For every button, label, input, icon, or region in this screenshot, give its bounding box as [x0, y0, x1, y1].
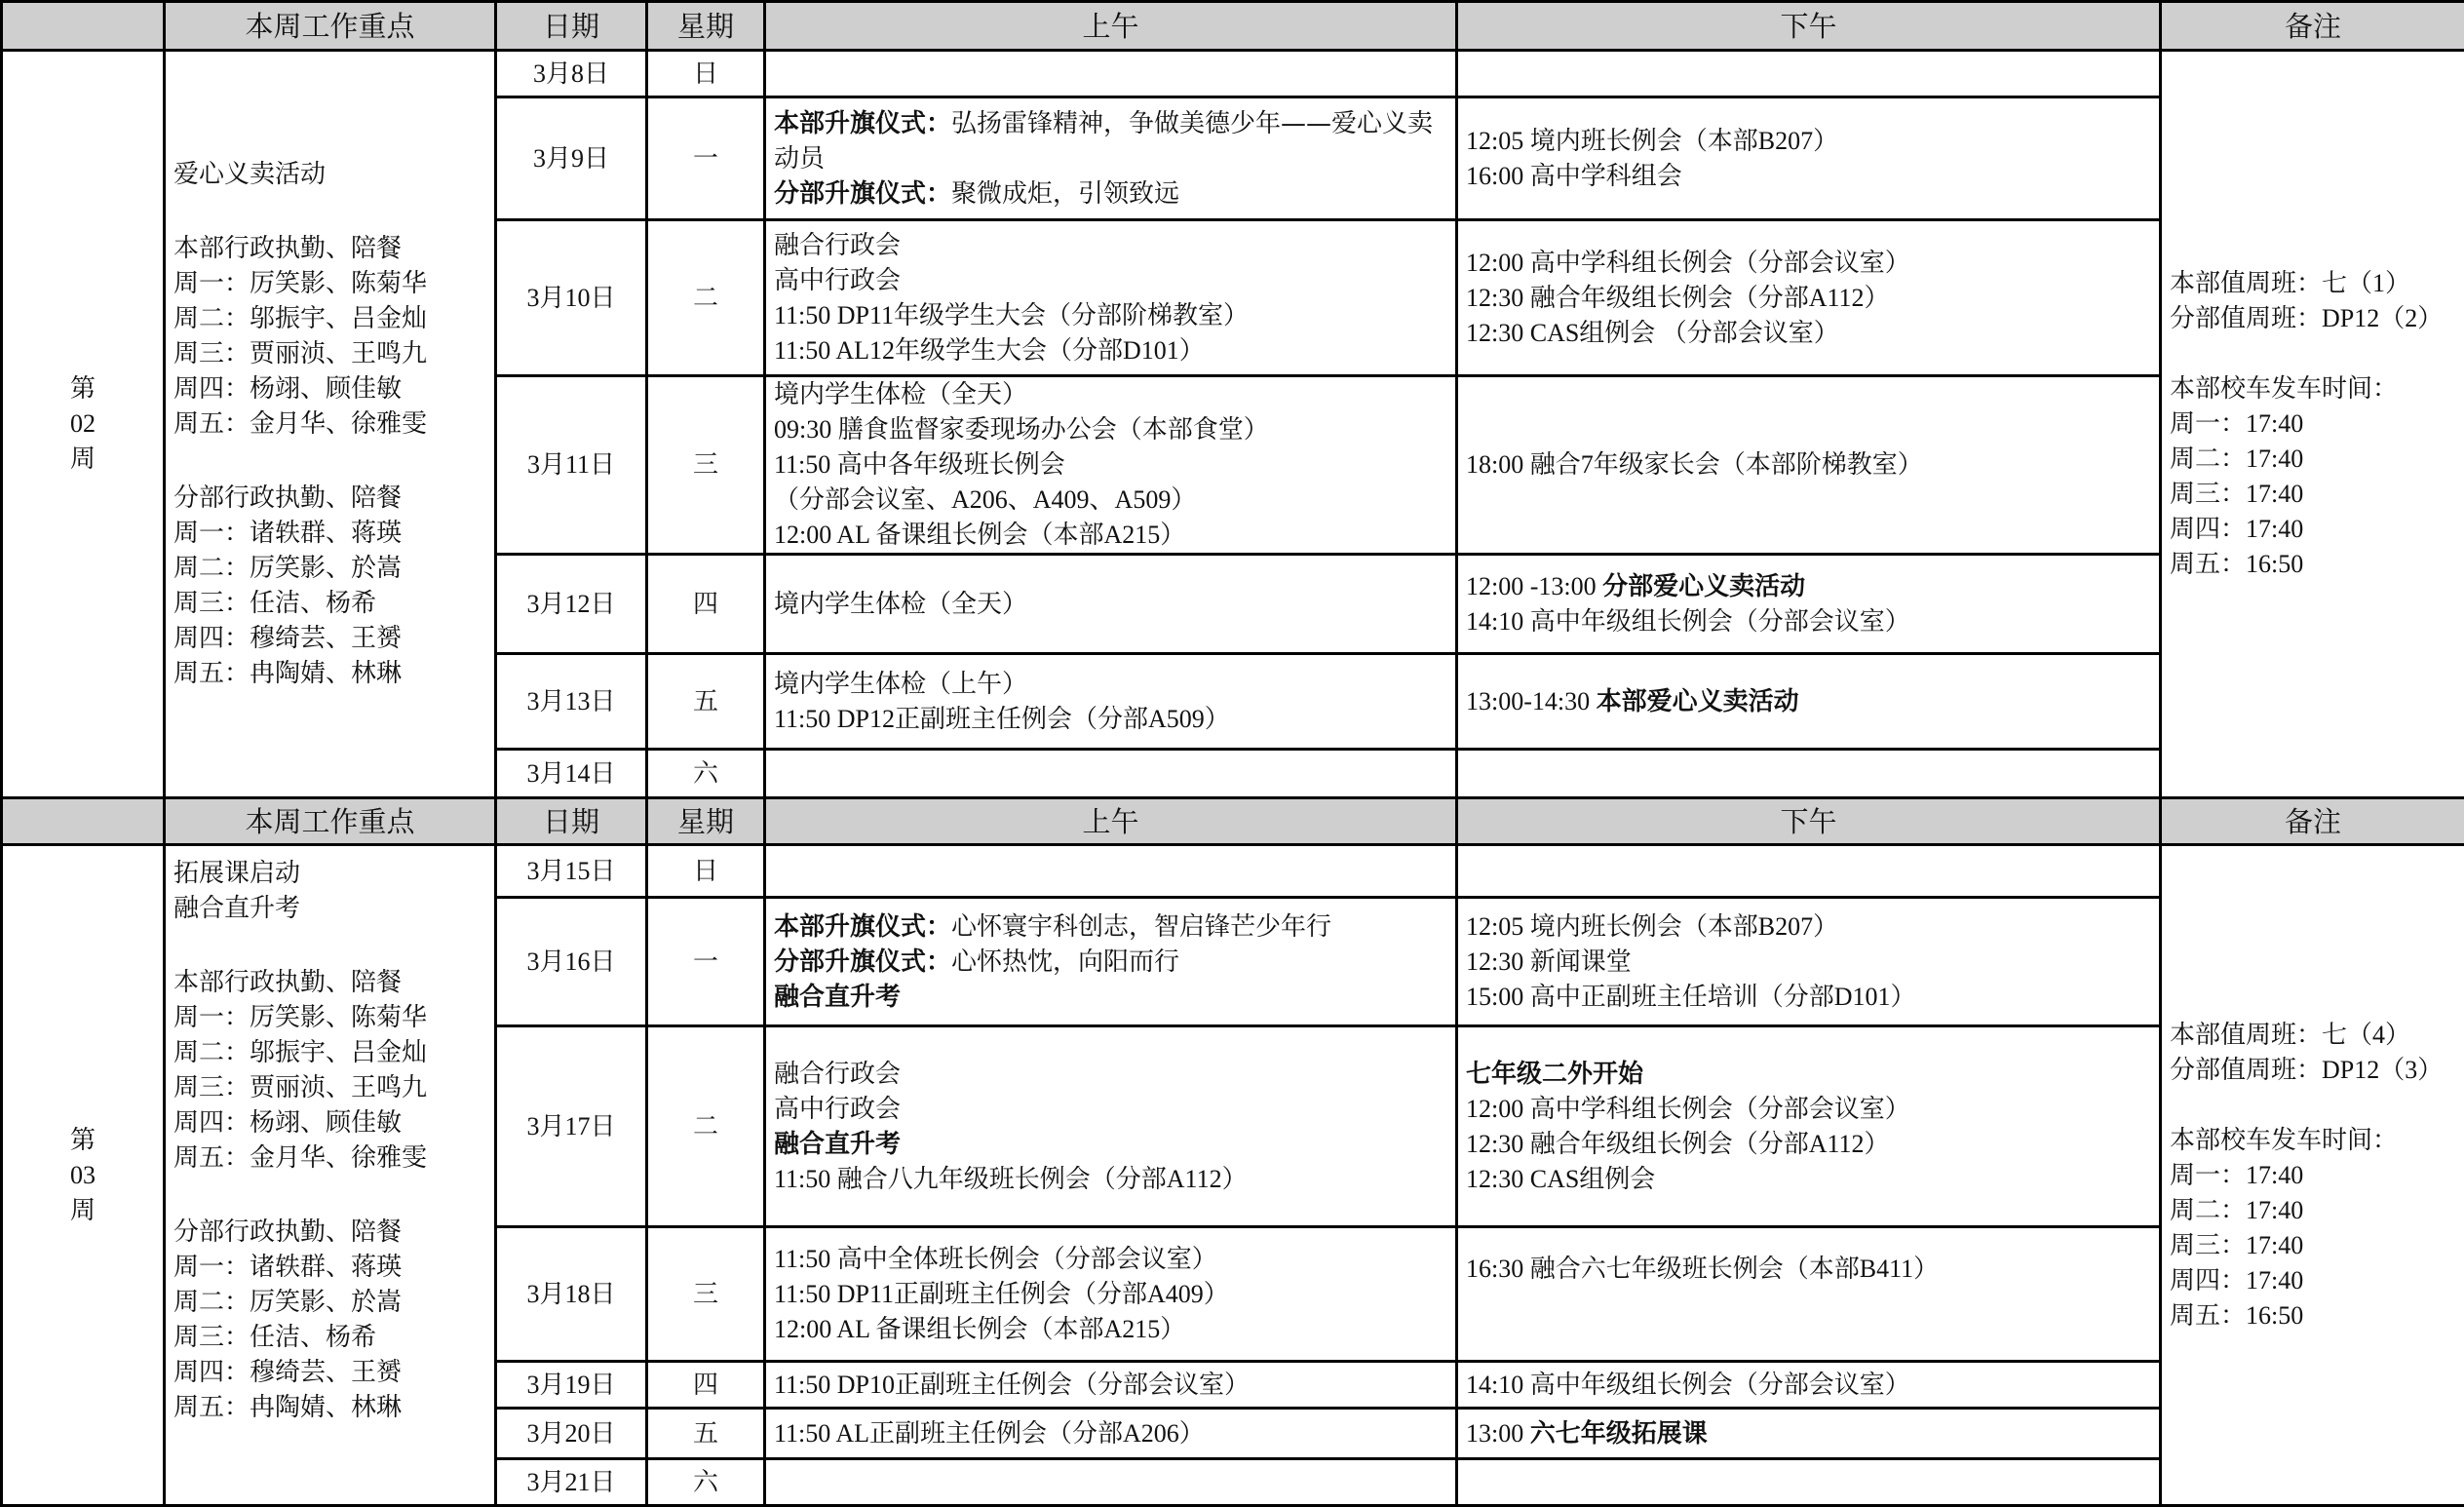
- week-notes: [2161, 845, 2464, 1506]
- dow-cell: 三: [647, 1227, 765, 1362]
- duty-item: 周一：诸轶群、蒋瑛: [173, 1250, 494, 1285]
- bus-time: 周一：17:40: [2170, 406, 2464, 442]
- pm-cell: [1457, 1459, 2161, 1506]
- am-cell: [765, 220, 1457, 376]
- bus-time: 周三：17:40: [2170, 477, 2464, 512]
- event-line: 本部升旗仪式：心怀寰宇科创志，智启锋芒少年行: [774, 909, 1447, 945]
- event-line: 13:00-14:30 本部爱心义卖活动: [1466, 684, 2151, 719]
- dow-cell: 二: [647, 1026, 765, 1227]
- header-dow: 星期: [647, 2, 765, 51]
- event-line: 分部升旗仪式：心怀热忱，向阳而行: [774, 945, 1447, 980]
- table-row: [2, 845, 2464, 898]
- header-am: 上午: [765, 798, 1457, 845]
- pm-cell: [1457, 750, 2161, 798]
- duty-item: 周三：贾丽浈、王鸣九: [173, 1070, 494, 1105]
- event-line: 12:30 融合年级组长例会（分部A112）: [1466, 1127, 2151, 1162]
- event-line: 11:50 融合八九年级班长例会（分部A112）: [774, 1162, 1447, 1197]
- pm-cell: [1457, 220, 2161, 376]
- event-line: 高中行政会: [774, 263, 1447, 298]
- event-line: 14:10 高中年级组长例会（分部会议室）: [1466, 1368, 2151, 1403]
- event-line: 分部升旗仪式：聚微成炬，引领致远: [774, 176, 1447, 212]
- duty-item: 周四：穆绮芸、王赟: [173, 621, 494, 656]
- pm-cell: [1457, 51, 2161, 97]
- event-line: 境内学生体检（全天）: [774, 587, 1447, 622]
- date-cell: 3月10日: [496, 220, 647, 376]
- event-line: 境内学生体检（全天）: [774, 377, 1447, 412]
- duty-item: 周三：任洁、杨希: [173, 586, 494, 621]
- duty-item: 周三：贾丽浈、王鸣九: [173, 336, 494, 371]
- event-line: 16:30 融合六七年级班长例会（本部B411）: [1466, 1252, 2151, 1287]
- header-am: 上午: [765, 2, 1457, 51]
- pm-cell: [1457, 654, 2161, 750]
- date-cell: 3月14日: [496, 750, 647, 798]
- bus-time: 周四：17:40: [2170, 512, 2464, 547]
- am-cell: [765, 750, 1457, 798]
- header-note: 备注: [2161, 2, 2464, 51]
- date-cell: 3月19日: [496, 1362, 647, 1409]
- focus-highlight: 拓展课启动: [173, 856, 494, 891]
- am-cell: [765, 376, 1457, 555]
- header-week: [2, 2, 165, 51]
- table-header-row: [2, 798, 2464, 845]
- week-label: 第 03 周: [2, 845, 165, 1506]
- duty-item: 周五：金月华、徐雅雯: [173, 406, 494, 442]
- dow-cell: 五: [647, 654, 765, 750]
- main-duty-class: 本部值周班：七（1）: [2170, 266, 2464, 301]
- am-cell: [765, 1459, 1457, 1506]
- duty-item: 周二：厉笑影、於嵩: [173, 551, 494, 586]
- event-line: 境内学生体检（上午）: [774, 667, 1447, 702]
- main-duty-class: 本部值周班：七（4）: [2170, 1018, 2464, 1053]
- am-cell: [765, 1362, 1457, 1409]
- bus-time: 周五：16:50: [2170, 1298, 2464, 1333]
- am-cell: [765, 555, 1457, 654]
- pm-cell: [1457, 1026, 2161, 1227]
- week-notes: [2161, 51, 2464, 798]
- event-line: 18:00 融合7年级家长会（本部阶梯教室）: [1466, 447, 2151, 483]
- event-line: 11:50 高中全体班长例会（分部会议室）: [774, 1242, 1447, 1277]
- bus-title: 本部校车发车时间：: [2170, 371, 2464, 406]
- date-cell: 3月21日: [496, 1459, 647, 1506]
- pm-cell: [1457, 555, 2161, 654]
- event-line: 12:00 高中学科组长例会（分部会议室）: [1466, 246, 2151, 281]
- dow-cell: 一: [647, 97, 765, 220]
- event-line: 12:05 境内班长例会（本部B207）: [1466, 124, 2151, 159]
- bus-title: 本部校车发车时间：: [2170, 1123, 2464, 1158]
- table-row: [2, 51, 2464, 97]
- header-week: [2, 798, 165, 845]
- am-cell: [765, 1227, 1457, 1362]
- header-pm: 下午: [1457, 2, 2161, 51]
- event-line: 本部升旗仪式：弘扬雷锋精神，争做美德少年——爱心义卖动员: [774, 106, 1447, 176]
- date-cell: 3月9日: [496, 97, 647, 220]
- date-cell: 3月11日: [496, 376, 647, 555]
- dow-cell: 一: [647, 898, 765, 1026]
- duty-item: 周五：冉陶婧、林琳: [173, 656, 494, 691]
- bus-time: 周四：17:40: [2170, 1263, 2464, 1298]
- am-cell: [765, 51, 1457, 97]
- dow-cell: 四: [647, 1362, 765, 1409]
- dow-cell: 四: [647, 555, 765, 654]
- pm-cell: [1457, 97, 2161, 220]
- event-line: 融合直升考: [774, 980, 1447, 1015]
- dow-cell: 日: [647, 51, 765, 97]
- focus-highlight: 爱心义卖活动: [173, 157, 494, 192]
- event-line: 11:50 DP10正副班主任例会（分部会议室）: [774, 1368, 1447, 1403]
- table-header-row: [2, 2, 2464, 51]
- am-cell: [765, 898, 1457, 1026]
- duty-item: 周一：诸轶群、蒋瑛: [173, 516, 494, 551]
- branch-duty-class: 分部值周班：DP12（3）: [2170, 1053, 2464, 1088]
- event-line: 11:50 AL12年级学生大会（分部D101）: [774, 333, 1447, 368]
- duty-item: 周五：金月华、徐雅雯: [173, 1140, 494, 1176]
- event-line: 12:30 融合年级组长例会（分部A112）: [1466, 281, 2151, 316]
- pm-cell: [1457, 1362, 2161, 1409]
- header-date: 日期: [496, 798, 647, 845]
- event-line: 融合行政会: [774, 1057, 1447, 1092]
- focus-highlight: 融合直升考: [173, 891, 494, 926]
- pm-cell: [1457, 845, 2161, 898]
- am-cell: [765, 1026, 1457, 1227]
- date-cell: 3月16日: [496, 898, 647, 1026]
- duty-item: 周五：冉陶婧、林琳: [173, 1390, 494, 1425]
- pm-cell: [1457, 1409, 2161, 1459]
- main-duty-title: 本部行政执勤、陪餐: [173, 231, 494, 266]
- bus-time: 周三：17:40: [2170, 1228, 2464, 1263]
- dow-cell: 六: [647, 750, 765, 798]
- dow-cell: 六: [647, 1459, 765, 1506]
- duty-item: 周二：邬振宇、吕金灿: [173, 1035, 494, 1070]
- date-cell: 3月20日: [496, 1409, 647, 1459]
- duty-item: 周三：任洁、杨希: [173, 1320, 494, 1355]
- event-line: 七年级二外开始: [1466, 1057, 2151, 1092]
- event-line: 11:50 高中各年级班长例会: [774, 447, 1447, 483]
- event-line: 融合直升考: [774, 1127, 1447, 1162]
- duty-item: 周一：厉笑影、陈菊华: [173, 1000, 494, 1035]
- week-focus: [165, 51, 496, 798]
- week-focus: [165, 845, 496, 1506]
- dow-cell: 五: [647, 1409, 765, 1459]
- header-dow: 星期: [647, 798, 765, 845]
- event-line: 11:50 DP11正副班主任例会（分部A409）: [774, 1277, 1447, 1312]
- event-line: 13:00 六七年级拓展课: [1466, 1416, 2151, 1451]
- bus-time: 周二：17:40: [2170, 1193, 2464, 1228]
- duty-item: 周二：厉笑影、於嵩: [173, 1285, 494, 1320]
- week-label: 第 02 周: [2, 51, 165, 798]
- header-focus: 本周工作重点: [165, 2, 496, 51]
- event-line: 12:30 CAS组例会: [1466, 1162, 2151, 1197]
- bus-time: 周五：16:50: [2170, 547, 2464, 582]
- dow-cell: 二: [647, 220, 765, 376]
- event-line: 11:50 AL正副班主任例会（分部A206）: [774, 1416, 1447, 1451]
- event-line: 15:00 高中正副班主任培训（分部D101）: [1466, 980, 2151, 1015]
- date-cell: 3月8日: [496, 51, 647, 97]
- dow-cell: 三: [647, 376, 765, 555]
- header-date: 日期: [496, 2, 647, 51]
- event-line: 09:30 膳食监督家委现场办公会（本部食堂）: [774, 412, 1447, 447]
- event-line: 12:00 AL 备课组长例会（本部A215）: [774, 1312, 1447, 1347]
- pm-cell: [1457, 376, 2161, 555]
- event-line: 12:00 -13:00 分部爱心义卖活动: [1466, 569, 2151, 604]
- event-line: 高中行政会: [774, 1092, 1447, 1127]
- date-cell: 3月13日: [496, 654, 647, 750]
- am-cell: [765, 654, 1457, 750]
- pm-cell: [1457, 1227, 2161, 1362]
- event-line: 11:50 DP12正副班主任例会（分部A509）: [774, 702, 1447, 737]
- event-line: 12:30 新闻课堂: [1466, 945, 2151, 980]
- header-pm: 下午: [1457, 798, 2161, 845]
- main-duty-title: 本部行政执勤、陪餐: [173, 965, 494, 1000]
- am-cell: [765, 97, 1457, 220]
- bus-time: 周一：17:40: [2170, 1158, 2464, 1193]
- branch-duty-class: 分部值周班：DP12（2）: [2170, 301, 2464, 336]
- branch-duty-title: 分部行政执勤、陪餐: [173, 1215, 494, 1250]
- duty-item: 周一：厉笑影、陈菊华: [173, 266, 494, 301]
- event-line: 12:00 高中学科组长例会（分部会议室）: [1466, 1092, 2151, 1127]
- duty-item: 周四：穆绮芸、王赟: [173, 1355, 494, 1390]
- am-cell: [765, 845, 1457, 898]
- duty-item: 周四：杨翊、顾佳敏: [173, 1105, 494, 1140]
- event-line: （分部会议室、A206、A409、A509）: [774, 483, 1447, 518]
- header-note: 备注: [2161, 798, 2464, 845]
- pm-cell: [1457, 898, 2161, 1026]
- duty-item: 周四：杨翊、顾佳敏: [173, 371, 494, 406]
- duty-item: 周二：邬振宇、吕金灿: [173, 301, 494, 336]
- event-line: 12:05 境内班长例会（本部B207）: [1466, 909, 2151, 945]
- event-line: 16:00 高中学科组会: [1466, 159, 2151, 194]
- event-line: 11:50 DP11年级学生大会（分部阶梯教室）: [774, 298, 1447, 333]
- event-line: 12:30 CAS组例会 （分部会议室）: [1466, 316, 2151, 351]
- branch-duty-title: 分部行政执勤、陪餐: [173, 481, 494, 516]
- bus-time: 周二：17:40: [2170, 442, 2464, 477]
- date-cell: 3月17日: [496, 1026, 647, 1227]
- dow-cell: 日: [647, 845, 765, 898]
- event-line: 12:00 AL 备课组长例会（本部A215）: [774, 518, 1447, 553]
- date-cell: 3月12日: [496, 555, 647, 654]
- date-cell: 3月15日: [496, 845, 647, 898]
- am-cell: [765, 1409, 1457, 1459]
- event-line: 融合行政会: [774, 228, 1447, 263]
- header-focus: 本周工作重点: [165, 798, 496, 845]
- event-line: 14:10 高中年级组长例会（分部会议室）: [1466, 604, 2151, 639]
- date-cell: 3月18日: [496, 1227, 647, 1362]
